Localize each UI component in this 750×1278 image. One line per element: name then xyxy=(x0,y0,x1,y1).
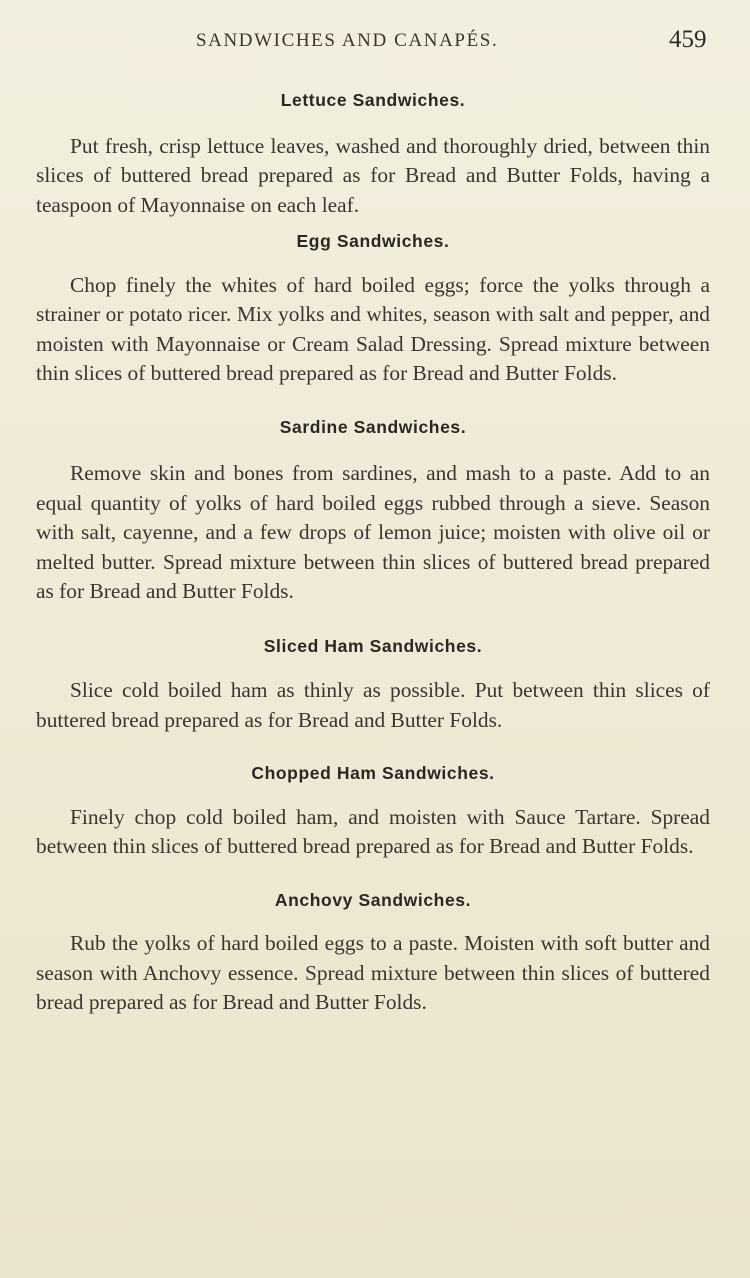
section-paragraph: Chop finely the whites of hard boiled eggs; force the yolks through a strainer or potato ricer. Mix yolks and whites, season with salt and pepper, and moisten with Mayonnaise or Cream Salad Dressing. Spread mixture between thin slices of buttered bread prepared as for Bread and Butter Folds. xyxy=(36,272,710,385)
section-sardine-sandwiches xyxy=(36,416,710,607)
running-title: SANDWICHES AND CANAPÉS. xyxy=(196,30,499,51)
section-heading: Lettuce Sandwiches. xyxy=(280,90,466,110)
section-heading: Sliced Ham Sandwiches. xyxy=(263,635,483,656)
section-heading: Anchovy Sandwiches. xyxy=(274,889,472,910)
section-paragraph: Finely chop cold boiled ham, and moisten with Sauce Tartare. Spread between thin slices of buttered bread prepared as for Bread and Butter Folds. xyxy=(36,804,710,858)
text-column xyxy=(36,84,710,1018)
section-lettuce-sandwiches xyxy=(36,92,710,220)
section-sliced-ham-sandwiches xyxy=(36,635,710,736)
section-egg-sandwiches xyxy=(36,233,710,389)
section-heading: Sardine Sandwiches. xyxy=(279,416,467,437)
section-anchovy-sandwiches xyxy=(36,889,710,1018)
section-heading: Egg Sandwiches. xyxy=(296,231,450,251)
page-number: 459 xyxy=(669,26,707,53)
section-heading: Chopped Ham Sandwiches. xyxy=(251,763,495,783)
running-header xyxy=(0,26,750,56)
section-paragraph: Put fresh, crisp lettuce leaves, washed and thoroughly dried, between thin slices of buttered bread prepared as for Bread and Butter Folds, having a teaspoon of Mayonnaise on each leaf. xyxy=(36,133,710,217)
section-chopped-ham-sandwiches xyxy=(36,765,710,862)
section-paragraph: Slice cold boiled ham as thinly as possible. Put between thin slices of buttered bread prepared as for Bread and Butter Folds. xyxy=(36,678,710,732)
section-paragraph: Rub the yolks of hard boiled eggs to a paste. Moisten with soft butter and season with Anchovy essence. Spread mixture between thin slices of buttered bread prepared as for Bread and Butter Folds. xyxy=(36,931,710,1014)
section-paragraph: Remove skin and bones from sardines, and mash to a paste. Add to an equal quantity of yolks of hard boiled eggs rubbed through a sieve. Season with salt, cayenne, and a few drops of lemon juice; moisten with olive oil or melted butter. Spread mixture between thin slices of buttered bread prepared as for Bread and Butter Folds. xyxy=(36,461,710,603)
